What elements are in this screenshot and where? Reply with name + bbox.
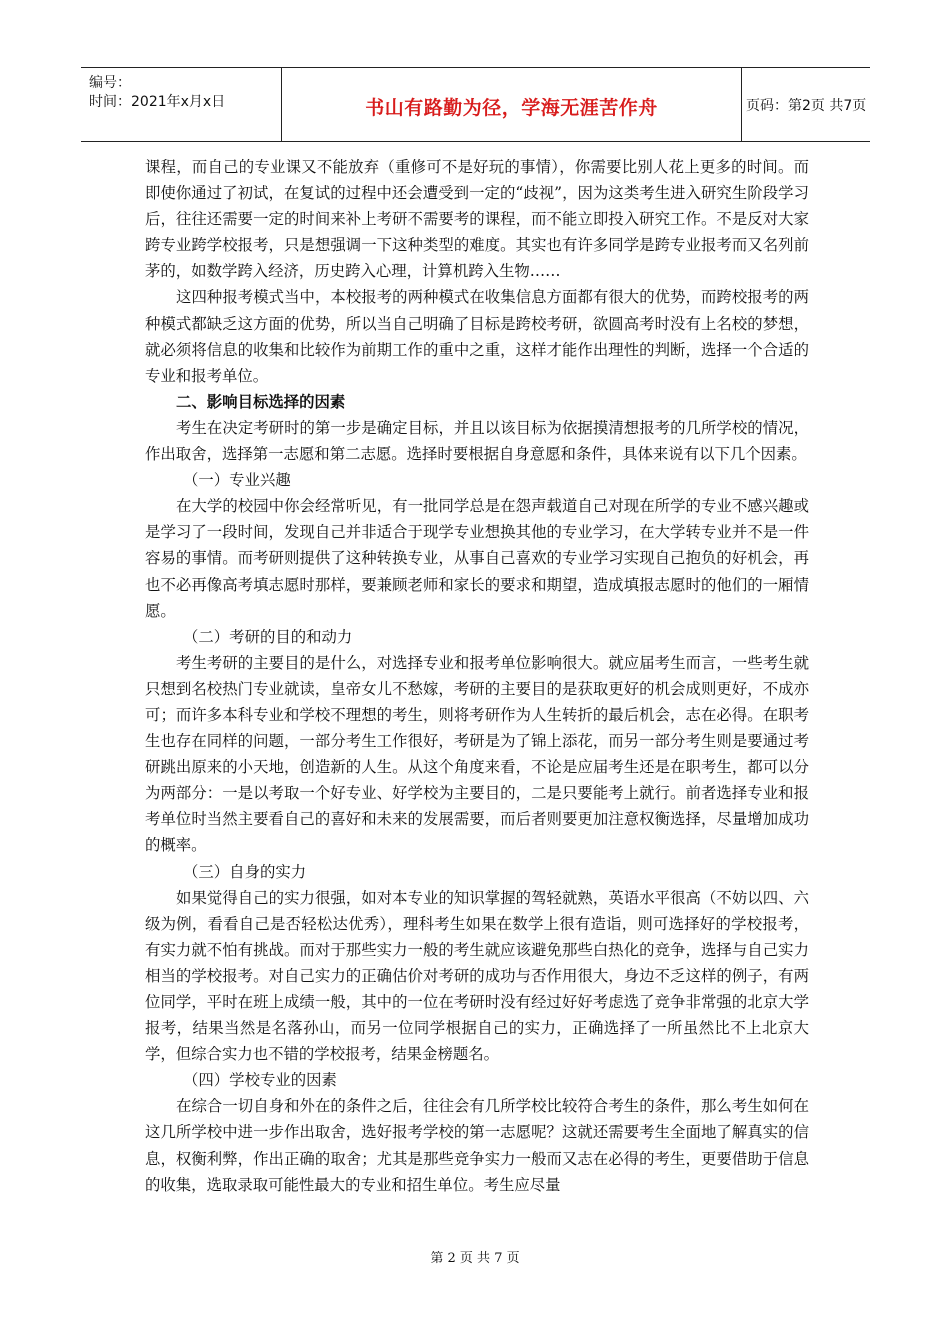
section-heading: 二、影响目标选择的因素 bbox=[176, 392, 346, 411]
header-page-cell bbox=[740, 68, 870, 141]
header-motto-cell bbox=[281, 68, 742, 141]
subsection-heading: （二）考研的目的和动力 bbox=[183, 627, 353, 646]
body-paragraph: 课程，而自己的专业课又不能放弃（重修可不是好玩的事情），你需要比别人花上更多的时间。而即使你通过了初试，在复试的过程中还会遭受到一定的“歧视”，因为这类考生进入研究生阶段学习后，往往还需要一定的时间来补上考研不需要考的课程，而不能立即投入研究工作。不是反对大家跨专业跨学校报考，只是想强调一下这种类型的难度。其实也有许多同学是跨专业报考而又名列前茅的，如数学跨入经济，历史跨入心理，计算机跨入生物…… bbox=[145, 158, 809, 281]
body-paragraph: 考生考研的主要目的是什么，对选择专业和报考单位影响很大。就应届考生而言，一些考生就只想到名校热门专业就读，皇帝女儿不愁嫁，考研的主要目的是获取更好的机会成则更好，不成亦可；而许多本科专业和学校不理想的考生，则将考研作为人生转折的最后机会，志在必得。在职考生也存在同样的问题，一部分考生工作很好，考研是为了锦上添花，而另一部分考生则是要通过考研跳出原来的小天地，创造新的人生。从这个角度来看，不论是应届考生还是在职考生，都可以分为两部分：一是以考取一个好专业、好学校为主要目的，二是只要能考上就行。前者选择专业和报考单位时当然主要看自己的喜好和未来的发展需要，而后者则要更加注意权衡选择，尽量增加成功的概率。 bbox=[145, 653, 809, 855]
header-motto: 书山有路勤为径，学海无涯苦作舟 bbox=[365, 97, 658, 119]
subsection-heading: （四）学校专业的因素 bbox=[183, 1071, 337, 1090]
body-paragraph: 考生在决定考研时的第一步是确定目标，并且以该目标为依据摸清想报考的几所学校的情况，作出取舍，选择第一志愿和第二志愿。选择时要根据自身意愿和条件，具体来说有以下几个因素。 bbox=[145, 418, 809, 464]
body-paragraph: 这四种报考模式当中，本校报考的两种模式在收集信息方面都有很大的优势，而跨校报考的两种模式都缺乏这方面的优势，所以当自己明确了目标是跨校考研，欲圆高考时没有上名校的梦想，就必须将信息的收集和比较作为前期工作的重中之重，这样才能作出理性的判断，选择一个合适的专业和报考单位。 bbox=[145, 288, 809, 385]
document-number-label: 编号： bbox=[89, 75, 131, 91]
page-footer: 第 2 页 共 7 页 bbox=[430, 1251, 520, 1266]
subsection-heading: （三）自身的实力 bbox=[183, 862, 307, 881]
header-table bbox=[81, 67, 870, 142]
body-paragraph: 在大学的校园中你会经常听见，有一批同学总是在怨声载道自己对现在所学的专业不感兴趣或是学习了一段时间，发现自己并非适合于现学专业想换其他的专业学习，在大学转专业并不是一件容易的事情。而考研则提供了这种转换专业，从事自己喜欢的专业学习实现自己抱负的好机会，再也不必再像高考填志愿时那样，要兼顾老师和家长的要求和期望，造成填报志愿时的他们的一厢情愿。 bbox=[145, 497, 809, 620]
header-page-number: 页码：第2页 共7页 bbox=[746, 98, 867, 114]
body-paragraph: 在综合一切自身和外在的条件之后，往往会有几所学校比较符合考生的条件，那么考生如何在这几所学校中进一步作出取舍，选好报考学校的第一志愿呢？这就还需要考生全面地了解真实的信息，权衡利弊，作出正确的取舍；尤其是那些竞争实力一般而又志在必得的考生，更要借助于信息的收集，选取录取可能性最大的专业和招生单位。考生应尽量 bbox=[145, 1097, 809, 1194]
header-meta-cell bbox=[81, 68, 281, 141]
body-paragraph: 如果觉得自己的实力很强，如对本专业的知识掌握的驾轻就熟，英语水平很高（不妨以四、六级为例，看看自己是否轻松达优秀），理科考生如果在数学上很有造诣，则可选择好的学校报考，有实力就不怕有挑战。而对于那些实力一般的考生就应该避免那些白热化的竞争，选择与自己实力相当的学校报考。对自己实力的正确估价对考研的成功与否作用很大，身边不乏这样的例子，有两位同学，平时在班上成绩一般，其中的一位在考研时没有经过好好考虑选了竞争非常强的北京大学报考，结果当然是名落孙山，而另一位同学根据自己的实力，正确选择了一所虽然比不上北京大学，但综合实力也不错的学校报考，结果金榜题名。 bbox=[145, 888, 809, 1064]
document-body bbox=[145, 154, 809, 1198]
subsection-heading: （一）专业兴趣 bbox=[183, 471, 291, 490]
document-date-label: 时间：2021年x月x日 bbox=[89, 94, 226, 110]
